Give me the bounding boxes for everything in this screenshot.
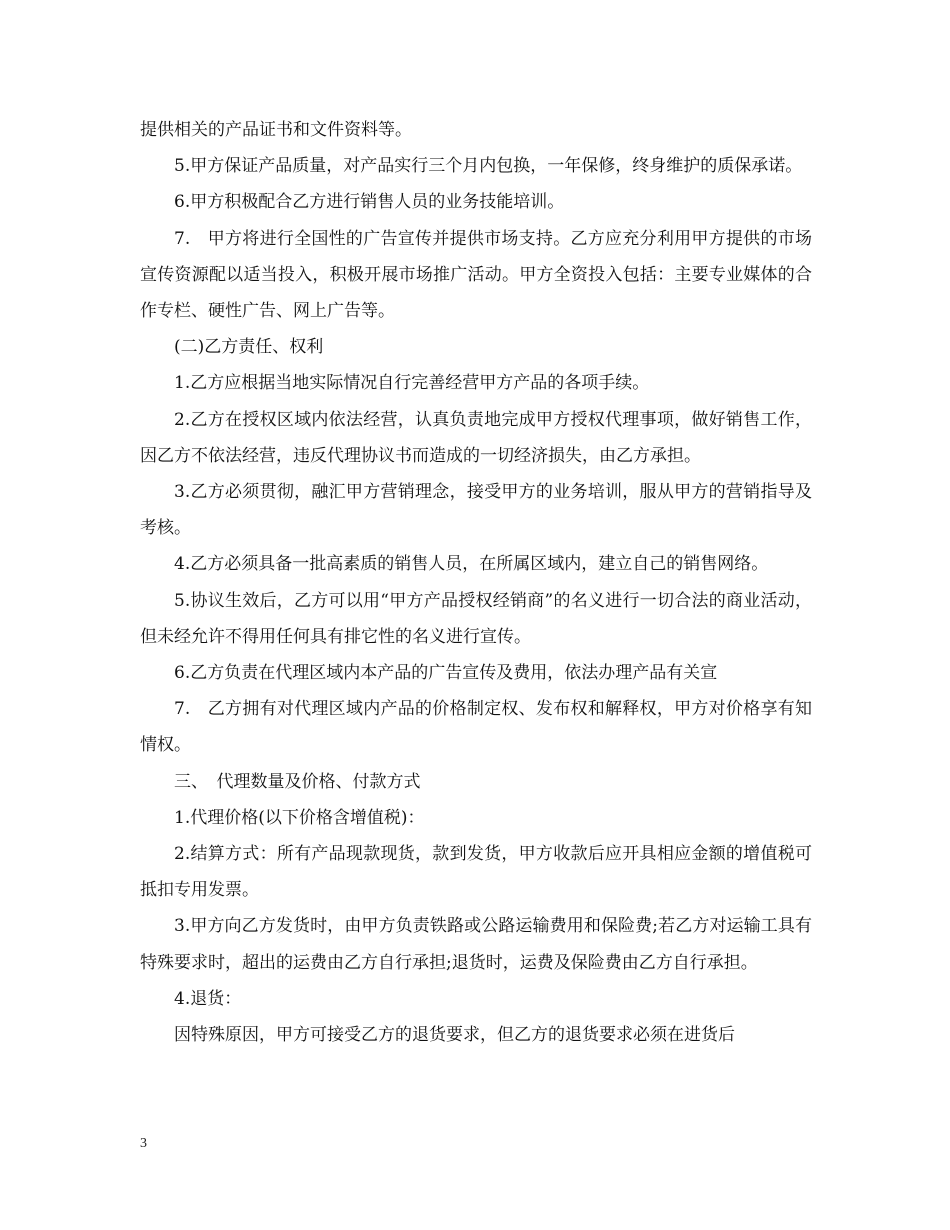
paragraph: 3.甲方向乙方发货时，由甲方负责铁路或公路运输费用和保险费;若乙方对运输工具有特殊要求时，超出的运费由乙方自行承担;退货时，运费及保险费由乙方自行承担。 (140, 916, 812, 973)
paragraph: 5.甲方保证产品质量，对产品实行三个月内包换，一年保修，终身维护的质保承诺。 (174, 156, 803, 177)
paragraph: 6.乙方负责在代理区域内本产品的广告宣传及费用，依法办理产品有关宣 (174, 663, 718, 684)
paragraph: 3.乙方必须贯彻，融汇甲方营销理念，接受甲方的业务培训，服从甲方的营销指导及考核。 (140, 482, 812, 539)
paragraph: 7. 乙方拥有对代理区域内产品的价格制定权、发布权和解释权，甲方对价格享有知情权。 (140, 699, 812, 756)
section-heading: (二)乙方责任、权利 (174, 337, 324, 358)
section-heading: 三、 代理数量及价格、付款方式 (174, 771, 421, 792)
paragraph: 1.乙方应根据当地实际情况自行完善经营甲方产品的各项手续。 (174, 373, 650, 394)
paragraph: 5.协议生效后，乙方可以用“甲方产品授权经销商”的名义进行一切合法的商业活动，但未经允许不得用任何具有排它性的名义进行宣传。 (140, 590, 812, 647)
paragraph: 6.甲方积极配合乙方进行销售人员的业务技能培训。 (174, 192, 565, 213)
paragraph: 4.退货： (174, 988, 242, 1009)
paragraph: 1.代理价格(以下价格含增值税)： (174, 807, 425, 828)
paragraph: 因特殊原因，甲方可接受乙方的退货要求，但乙方的退货要求必须在进货后 (174, 1025, 735, 1046)
paragraph: 4.乙方必须具备一批高素质的销售人员，在所属区域内，建立自己的销售网络。 (174, 554, 769, 575)
paragraph: 2.乙方在授权区域内依法经营，认真负责地完成甲方授权代理事项，做好销售工作，因乙方不依法经营，违反代理协议书而造成的一切经济损失，由乙方承担。 (140, 409, 812, 466)
paragraph: 2.结算方式：所有产品现款现货，款到发货，甲方收款后应开具相应金额的增值税可抵扣专用发票。 (140, 844, 812, 901)
page-number: 3 (140, 1136, 147, 1151)
document-body (140, 112, 812, 1053)
paragraph: 提供相关的产品证书和文件资料等。 (140, 120, 412, 140)
paragraph: 7. 甲方将进行全国性的广告宣传并提供市场支持。乙方应充分利用甲方提供的市场宣传资源配以适当投入，积极开展市场推广活动。甲方全资投入包括：主要专业媒体的合作专栏、硬性广告、网上广告等。 (140, 228, 812, 322)
